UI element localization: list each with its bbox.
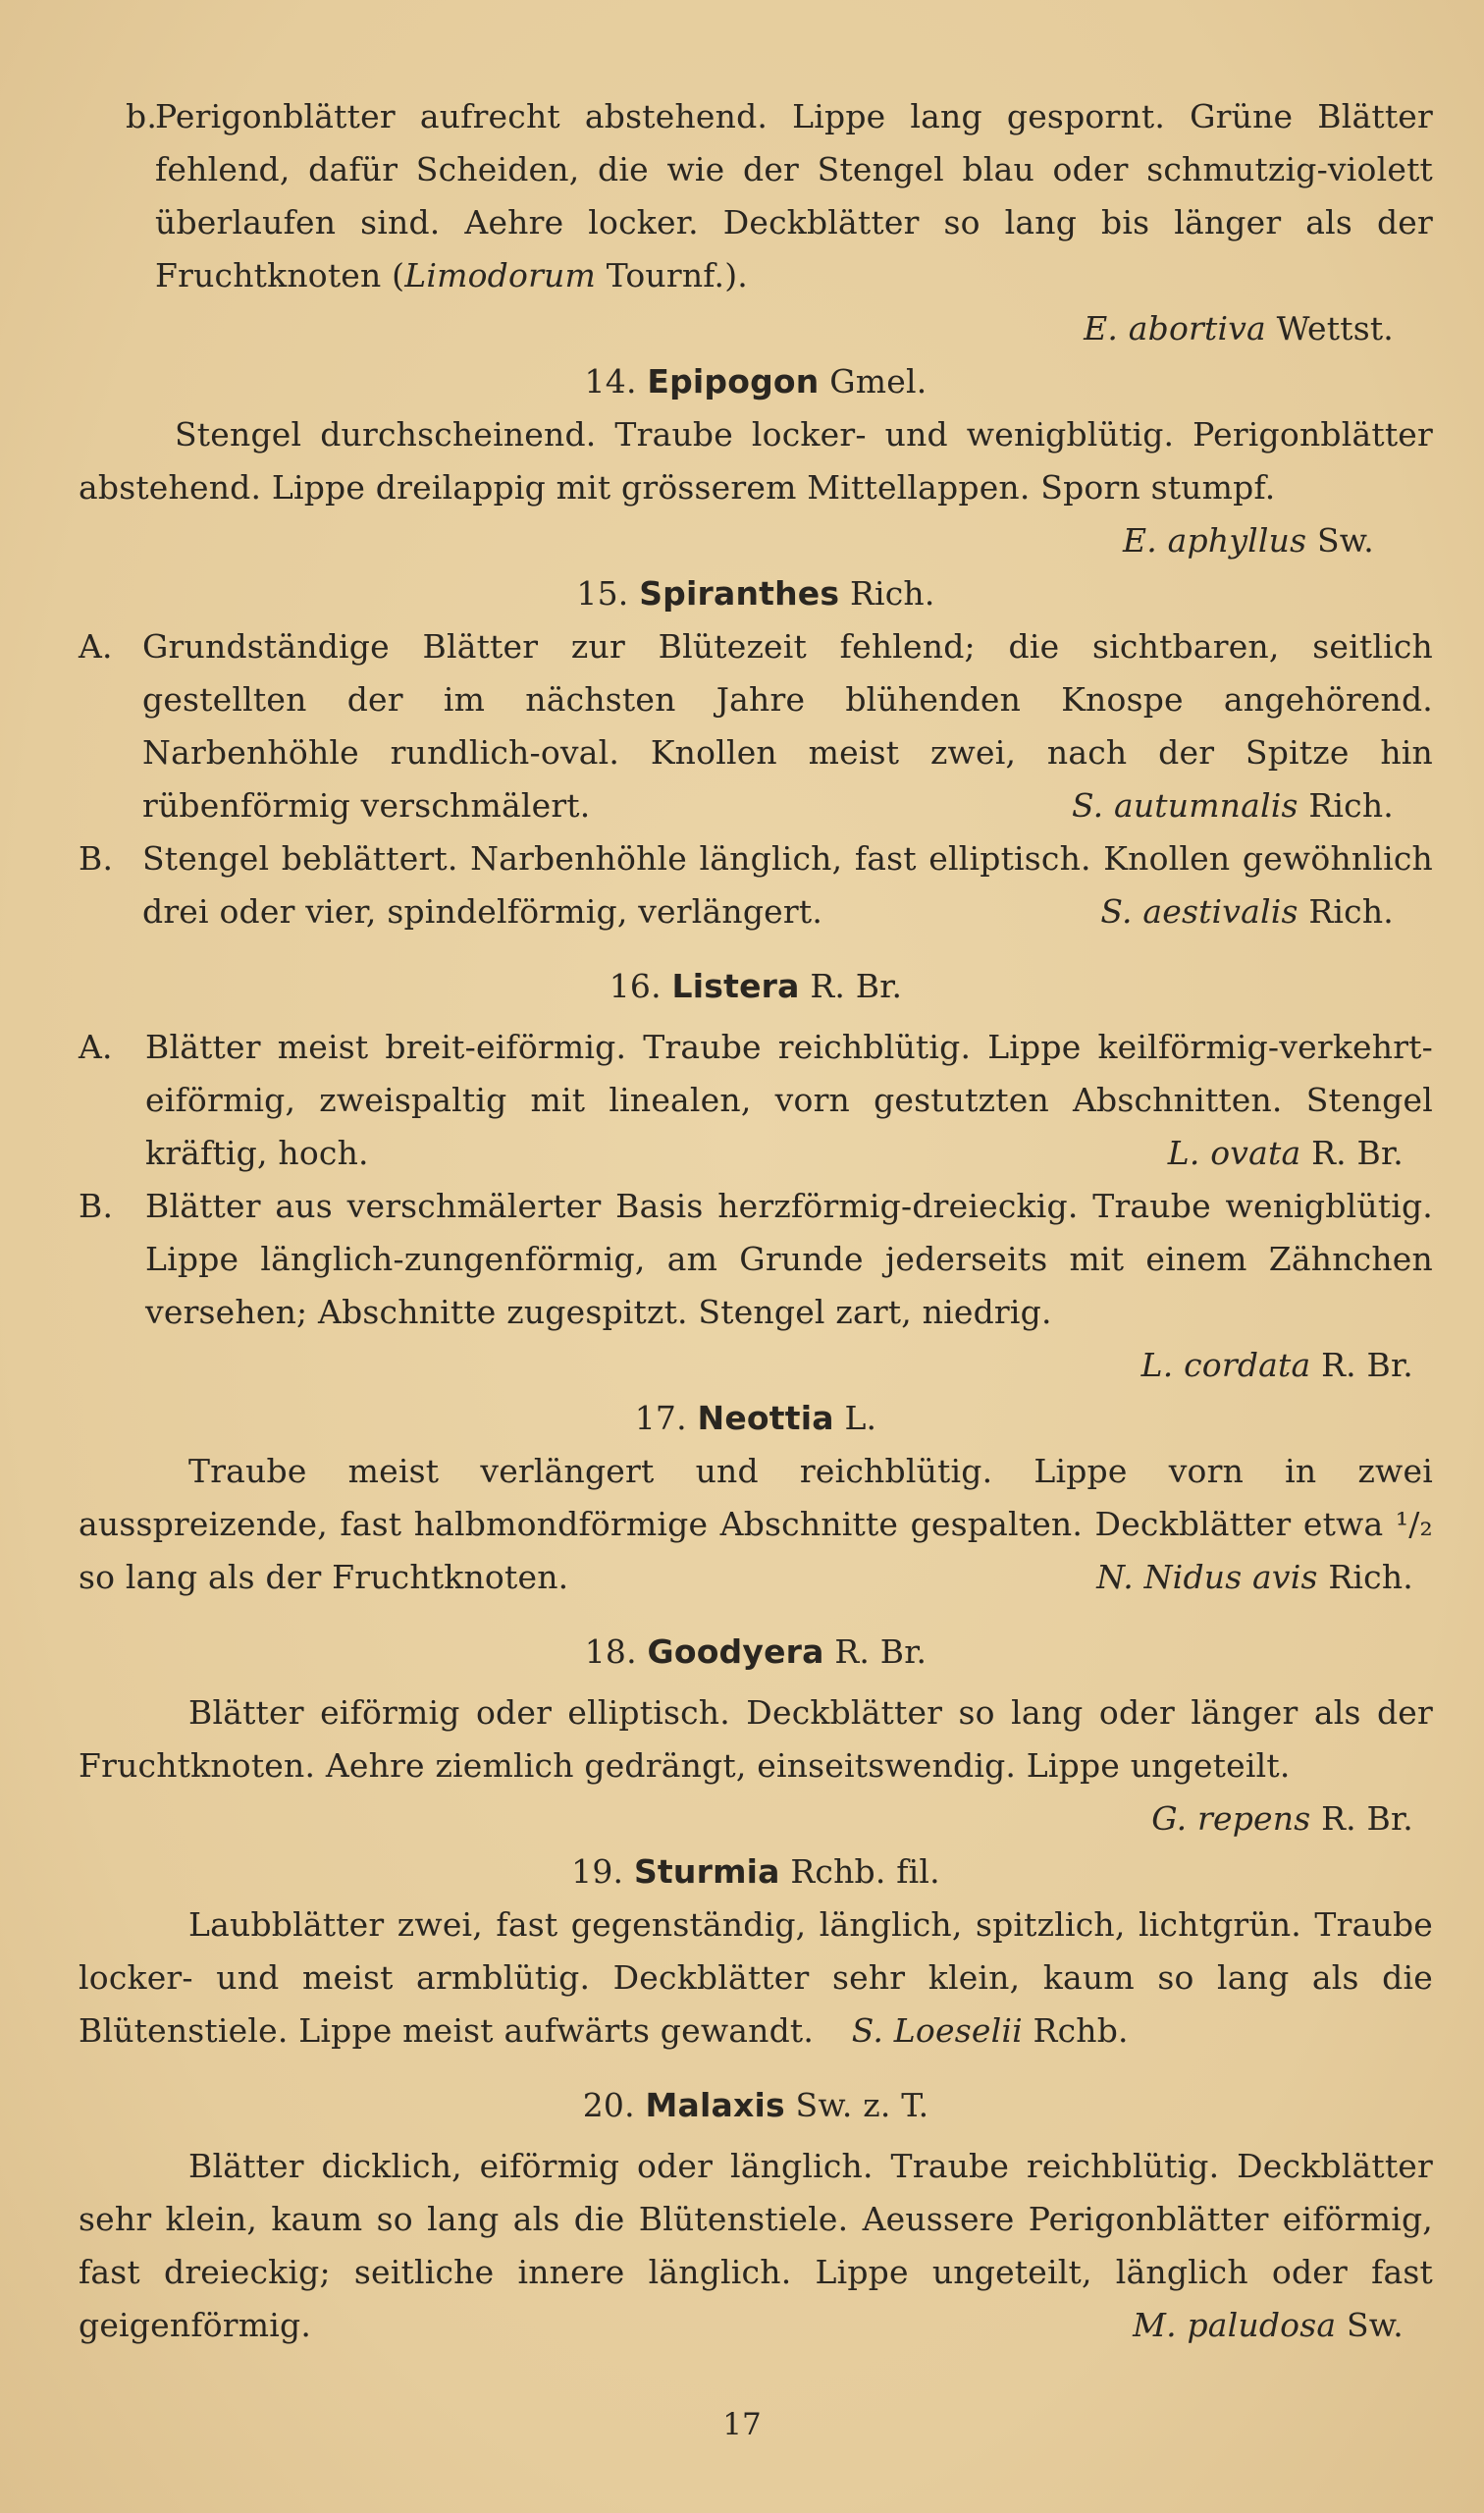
genus-number: 17. (634, 1399, 687, 1437)
species-name: S. autumnalis (1071, 786, 1298, 825)
genus-heading-18 (79, 1626, 1433, 1679)
species-line (155, 302, 1433, 355)
genus-number: 16. (609, 967, 662, 1005)
species-name: E. aphyllus (1123, 521, 1307, 560)
description-text: Laubblätter zwei, fast gegenständig, länglich, spitzlich, lichtgrün. Traube locker- und meist armblütig. Deckblätter sehr klein, kaum so lang als die Blütenstiele. Lippe meist aufwärts gewandt. (79, 1905, 1433, 2050)
species-name: S. aestivalis (1100, 892, 1298, 931)
genus-description (79, 1686, 1433, 1845)
species-name: G. repens (1151, 1799, 1311, 1838)
genus-number: 20. (582, 2086, 635, 2124)
species-author: Rich. (1328, 1558, 1413, 1596)
species-author: R. Br. (1311, 1134, 1404, 1172)
page-number: 17 (722, 2407, 762, 2442)
genus-description (79, 1898, 1433, 2058)
species-line (1023, 2299, 1404, 2352)
species-author: Wettst. (1276, 309, 1394, 348)
species-author: Sw. (1346, 2306, 1404, 2344)
synonym-italic: Limodorum (404, 256, 596, 294)
genus-heading-15 (79, 567, 1433, 620)
genus-author: Rchb. fil. (790, 1852, 940, 1891)
description-text: Blätter eiförmig oder elliptisch. Deckblätter so lang oder länger als der Fruchtknoten. Aehre ziemlich gedrängt, einseitswendig. Lippe ungeteilt. (79, 1693, 1433, 1785)
species-line (852, 2011, 1129, 2050)
genus-number: 15. (576, 574, 629, 613)
entry-text: Blätter meist breit-eiförmig. Traube reichblütig. Lippe keilförmig-verkehrt-eiförmig, zweispaltig mit linealen, vorn gestutzten Abschnitten. Stengel kräftig, hoch. (145, 1028, 1433, 1172)
genus-author: R. Br. (810, 967, 903, 1005)
species-line (1041, 1792, 1413, 1845)
genus-author: L. (844, 1399, 877, 1437)
genus-author: Rich. (849, 574, 935, 613)
genus-heading-19 (79, 1845, 1433, 1898)
entry-marker: A. (79, 627, 113, 666)
key-entry-b (79, 1180, 1433, 1392)
genus-heading-17 (79, 1392, 1433, 1445)
key-entry-a (79, 1021, 1433, 1180)
species-line (145, 1339, 1433, 1392)
genus-name: Epipogon (647, 362, 820, 401)
entry-text: Blätter aus verschmälerter Basis herzförmig-dreieckig. Traube wenigblütig. Lippe länglich-zungenförmig, am Grunde jederseits mit einem Zähnchen versehen; Abschnitte zugespitzt. Stengel zart, niedrig. (145, 1187, 1433, 1331)
genus-heading-20 (79, 2079, 1433, 2132)
genus-author: Gmel. (829, 362, 928, 401)
genus-author: Sw. z. T. (795, 2086, 929, 2124)
synonym-author: Tournf.). (596, 256, 748, 294)
species-name: L. ovata (1167, 1134, 1301, 1172)
genus-name: Listera (671, 967, 800, 1005)
species-author: Sw. (1316, 521, 1374, 560)
species-line (1027, 514, 1374, 567)
genus-author: R. Br. (834, 1632, 928, 1671)
species-name: N. Nidus avis (1096, 1558, 1318, 1596)
genus-number: 14. (584, 362, 637, 401)
genus-name: Malaxis (645, 2086, 785, 2124)
species-line (1072, 779, 1394, 832)
description-text: Blätter dicklich, eiförmig oder länglich. Traube reichblütig. Deckblätter sehr klein, kaum so lang als die Blütenstiele. Aeussere Perigonblätter eiförmig, fast dreieckig; seitliche innere länglich. Lippe ungeteilt, länglich oder fast geigenförmig. (79, 2147, 1433, 2344)
species-name: E. abortiva (1084, 309, 1266, 348)
entry-marker: b. (126, 97, 158, 135)
entry-marker: B. (79, 839, 114, 878)
description-text: Stengel durchscheinend. Traube locker- und wenigblütig. Perigonblätter abstehend. Lippe dreilappig mit grösserem Mittellappen. Sporn stumpf. (79, 415, 1433, 507)
genus-name: Neottia (697, 1399, 834, 1437)
description-text: Traube meist verlängert und reichblütig. Lippe vorn in zwei ausspreizende, fast halbmondförmige Abschnitte gespalten. Deckblätter etwa ¹/₂ so lang als der Fruchtknoten. (79, 1452, 1433, 1596)
key-entry-b (79, 832, 1433, 938)
key-entry-b (79, 90, 1433, 355)
species-line (1168, 1127, 1404, 1180)
species-name: S. Loeselii (851, 2011, 1023, 2050)
species-author: Rich. (1308, 892, 1394, 931)
entry-text: Stengel beblättert. Narbenhöhle länglich, fast elliptisch. Knollen gewöhnlich drei oder vier, spindelförmig, verlängert. (142, 839, 1433, 931)
genus-description (79, 1445, 1433, 1604)
genus-name: Sturmia (633, 1852, 780, 1891)
genus-number: 18. (584, 1632, 637, 1671)
species-line (986, 1551, 1413, 1604)
species-line (1100, 885, 1394, 938)
species-author: Rchb. (1033, 2011, 1129, 2050)
entry-text: Grundständige Blätter zur Blütezeit fehlend; die sichtbaren, seitlich gestellten der im nächsten Jahre blühenden Knospe angehörend. Narbenhöhle rundlich-oval. Knollen meist zwei, nach der Spitze hin rübenförmig verschmälert. (142, 627, 1433, 825)
key-entry-a (79, 620, 1433, 832)
entry-marker: A. (79, 1028, 113, 1066)
species-name: L. cordata (1140, 1346, 1311, 1384)
genus-heading-14 (79, 355, 1433, 408)
entry-marker: B. (79, 1187, 114, 1225)
genus-name: Goodyera (647, 1632, 824, 1671)
species-author: R. Br. (1321, 1346, 1413, 1384)
genus-description (79, 2140, 1433, 2352)
genus-heading-16 (79, 960, 1433, 1013)
species-author: Rich. (1308, 786, 1394, 825)
genus-name: Spiranthes (639, 574, 840, 613)
genus-number: 19. (571, 1852, 624, 1891)
species-author: R. Br. (1321, 1799, 1413, 1838)
genus-description (79, 408, 1433, 567)
entry-text: Perigonblätter aufrecht abstehend. Lippe lang gespornt. Grüne Blätter fehlend, dafür Scheiden, die wie der Stengel blau oder schmutzig-violett überlaufen sind. Aehre locker. Deckblätter so lang bis länger als der Fruchtknoten ( (155, 97, 1433, 294)
species-name: M. paludosa (1133, 2306, 1337, 2344)
page-text (79, 90, 1433, 2352)
